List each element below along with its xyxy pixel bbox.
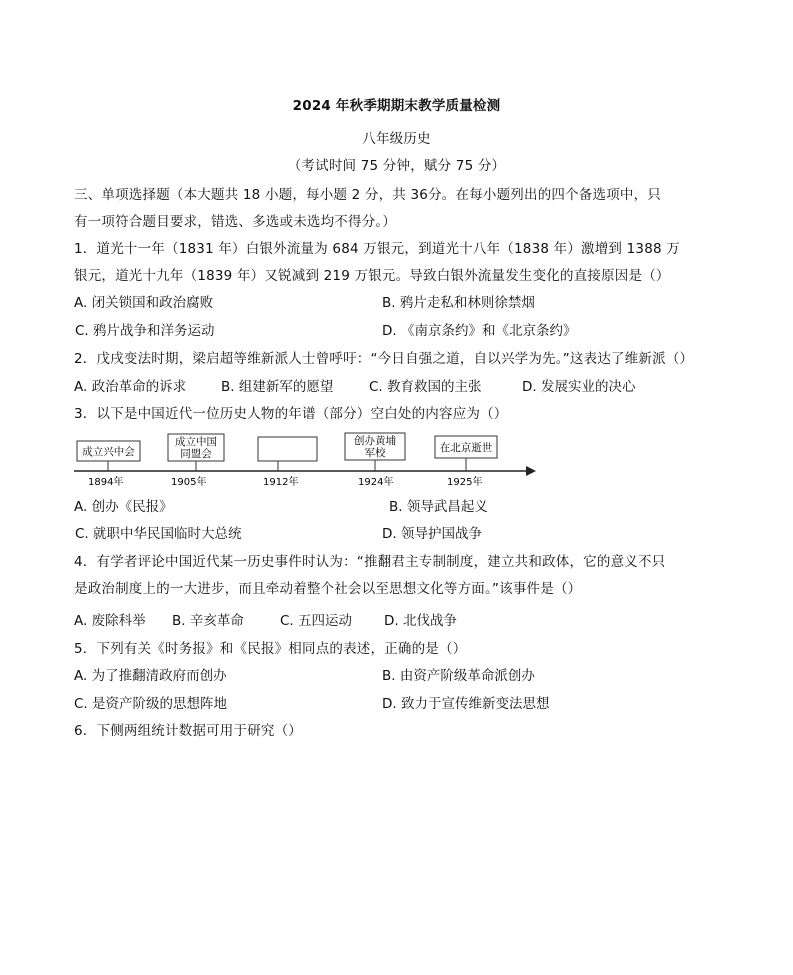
timeline-arrow — [526, 466, 536, 476]
timeline-event-label-1905-line1: 成立中国 — [175, 436, 217, 448]
section-heading-line2: 有一项符合题目要求，错选、多选或未选均不得分。） — [74, 214, 397, 230]
timeline-event-label-1894: 成立兴中会 — [82, 446, 135, 458]
timeline-event-label-1905-line2: 同盟会 — [180, 448, 212, 460]
timeline-year-1924: 1924年 — [358, 477, 394, 488]
q2-option-a: A. 政治革命的诉求 — [74, 379, 187, 395]
timeline-event-label-1925: 在北京逝世 — [439, 442, 493, 454]
q1-option-c: C. 鸦片战争和洋务运动 — [75, 323, 215, 339]
exam-subtitle: 八年级历史 — [362, 131, 431, 147]
timeline-event-label-1924-line2: 军校 — [364, 447, 386, 459]
exam-title: 2024 年秋季期期末教学质量检测 — [292, 98, 501, 114]
timeline-diagram — [74, 428, 544, 492]
section-heading-line1: 三、单项选择题（本大题共 18 小题，每小题 2 分，共 36分。在每小题列出的四个备选项中，只 — [74, 187, 662, 203]
q5-option-a: A. 为了推翻清政府而创办 — [74, 668, 227, 684]
timeline-year-1894: 1894年 — [88, 477, 124, 488]
timeline-event-label-1924-line1: 创办黄埔 — [354, 435, 396, 447]
timeline-year-1905: 1905年 — [171, 477, 207, 488]
timeline-year-1912: 1912年 — [263, 477, 299, 488]
exam-info: （考试时间 75 分钟，赋分 75 分） — [287, 158, 506, 174]
q2-option-b: B. 组建新军的愿望 — [221, 379, 334, 395]
q2-stem-line1: 2．戊戌变法时期，梁启超等维新派人士曾呼吁：“今日自强之道，自以兴学为先。”这表达了维新派（） — [74, 351, 694, 367]
q4-stem-line2: 是政治制度上的一大进步，而且牵动着整个社会以至思想文化等方面。”该事件是（） — [74, 581, 582, 597]
timeline-year-1925: 1925年 — [447, 477, 483, 488]
q3-option-a: A. 创办《民报》 — [74, 499, 173, 515]
q5-option-d: D. 致力于宣传维新变法思想 — [382, 696, 550, 712]
q5-stem-line1: 5．下列有关《时务报》和《民报》相同点的表述，正确的是（） — [74, 641, 467, 657]
q3-option-d: D. 领导护国战争 — [382, 526, 482, 542]
q1-option-b: B. 鸦片走私和林则徐禁烟 — [382, 295, 535, 311]
q2-option-d: D. 发展实业的决心 — [522, 379, 636, 395]
q4-option-c: C. 五四运动 — [280, 613, 353, 629]
q1-option-d: D. 《南京条约》和《北京条约》 — [382, 323, 577, 339]
q6-stem-line1: 6．下侧两组统计数据可用于研究（） — [74, 723, 302, 739]
q4-stem-line1: 4．有学者评论中国近代某一历史事件时认为：“推翻君主专制制度，建立共和政体，它的意义不只 — [74, 554, 666, 570]
q1-stem-line1: 1．道光十一年（1831 年）白银外流量为 684 万银元，到道光十八年（1838 年）激增到 1388 万 — [74, 241, 680, 257]
q3-option-c: C. 就职中华民国临时大总统 — [75, 526, 242, 542]
q4-option-a: A. 废除科举 — [74, 613, 146, 629]
timeline-blank-box-1912 — [258, 437, 317, 461]
q3-option-b: B. 领导武昌起义 — [389, 499, 488, 515]
q1-stem-line2: 银元，道光十九年（1839 年）又锐减到 219 万银元。导致白银外流量发生变化的直接原因是（） — [74, 268, 670, 284]
q1-option-a: A. 闭关锁国和政治腐败 — [74, 295, 214, 311]
q3-stem-line1: 3．以下是中国近代一位历史人物的年谱（部分）空白处的内容应为（） — [74, 406, 508, 422]
q4-option-d: D. 北伐战争 — [384, 613, 457, 629]
q5-option-b: B. 由资产阶级革命派创办 — [382, 668, 535, 684]
q5-option-c: C. 是资产阶级的思想阵地 — [74, 696, 228, 712]
q4-option-b: B. 辛亥革命 — [172, 613, 244, 629]
q2-option-c: C. 教育救国的主张 — [369, 379, 482, 395]
